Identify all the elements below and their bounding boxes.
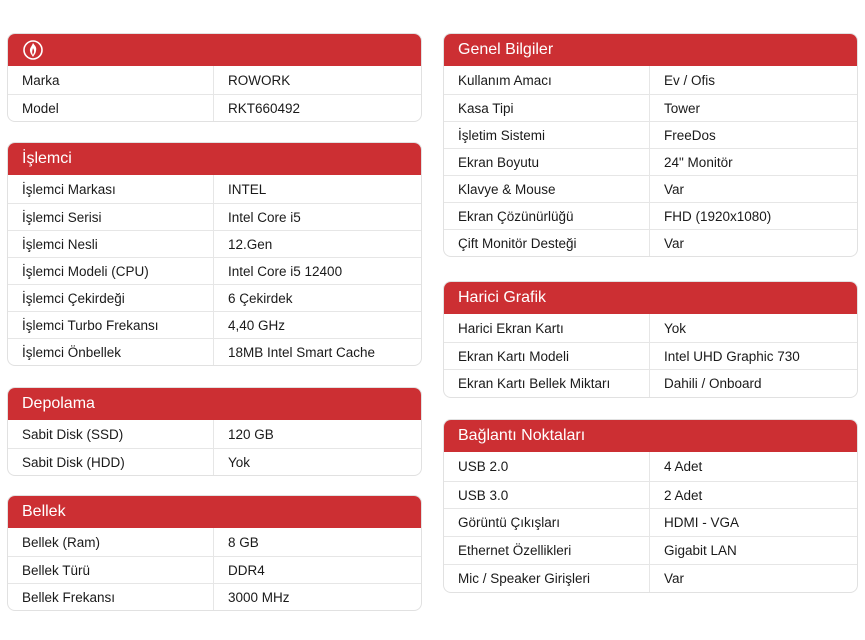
- table-row: [8, 448, 421, 475]
- table-row: [444, 508, 857, 536]
- row-value: 4 Adet: [664, 459, 703, 474]
- row-value: 4,40 GHz: [228, 317, 286, 333]
- row-value: 2 Adet: [664, 487, 703, 503]
- table-row: [444, 536, 857, 564]
- row-value: 18MB Intel Smart Cache: [228, 344, 376, 360]
- memory-card: [7, 495, 422, 611]
- table-row: [8, 230, 421, 257]
- row-label: Görüntü Çıkışları: [444, 509, 650, 536]
- table-row: [444, 229, 857, 256]
- row-label: Sabit Disk (HDD): [8, 449, 214, 475]
- row-label: Bellek (Ram): [8, 528, 214, 556]
- row-value: Tower: [664, 100, 701, 116]
- table-row: [444, 452, 857, 481]
- row-value: 3000 MHz: [228, 589, 290, 605]
- table-row: [8, 94, 421, 121]
- table-row: [444, 314, 857, 342]
- gpu-card: [443, 281, 858, 398]
- general-card-header: Genel Bilgiler: [444, 34, 857, 66]
- table-row: [444, 202, 857, 229]
- row-label: USB 3.0: [444, 482, 650, 508]
- row-label: Ekran Çözünürlüğü: [444, 203, 650, 229]
- ports-rows: [444, 452, 857, 592]
- table-row: [8, 338, 421, 365]
- row-label: İşlemci Serisi: [8, 204, 214, 230]
- row-label: Mic / Speaker Girişleri: [444, 565, 650, 592]
- row-label: USB 2.0: [444, 452, 650, 481]
- memory-card-header: Bellek: [8, 496, 421, 528]
- table-row: [444, 369, 857, 397]
- row-value: 12.Gen: [228, 236, 273, 252]
- table-row: [8, 556, 421, 583]
- row-value: Var: [664, 181, 685, 197]
- brand-rows: [8, 66, 421, 121]
- row-value: FreeDos: [664, 127, 716, 143]
- table-row: [444, 148, 857, 175]
- row-value: 24" Monitör: [664, 154, 733, 170]
- row-label: İşlemci Turbo Frekansı: [8, 312, 214, 338]
- table-row: [8, 66, 421, 94]
- row-label: Çift Monitör Desteği: [444, 230, 650, 256]
- row-value: 6 Çekirdek: [228, 290, 293, 306]
- row-value: Intel Core i5 12400: [228, 263, 343, 279]
- row-value: Yok: [664, 320, 687, 336]
- storage-card: [7, 387, 422, 476]
- row-label: Ekran Kartı Modeli: [444, 343, 650, 369]
- row-value: Var: [664, 571, 685, 586]
- cpu-card: [7, 142, 422, 366]
- table-row: [8, 257, 421, 284]
- row-label: Ekran Boyutu: [444, 149, 650, 175]
- memory-rows: [8, 528, 421, 610]
- flame-logo-icon: [22, 39, 44, 61]
- row-value: Yok: [228, 454, 251, 470]
- table-row: [8, 284, 421, 311]
- table-row: [8, 528, 421, 556]
- cpu-card-header: İşlemci: [8, 143, 421, 175]
- ports-card: [443, 419, 858, 593]
- row-label: Bellek Türü: [8, 557, 214, 583]
- brand-card: [7, 33, 422, 122]
- table-row: [444, 94, 857, 121]
- table-row: [444, 175, 857, 202]
- table-row: [444, 342, 857, 369]
- row-value: 8 GB: [228, 534, 259, 550]
- row-value: FHD (1920x1080): [664, 208, 772, 224]
- row-value: Gigabit LAN: [664, 543, 737, 558]
- table-row: [8, 203, 421, 230]
- row-value: Var: [664, 235, 685, 251]
- row-value: Dahili / Onboard: [664, 376, 762, 391]
- row-label: Ekran Kartı Bellek Miktarı: [444, 370, 650, 397]
- row-label: İşlemci Önbellek: [8, 339, 214, 365]
- row-value: HDMI - VGA: [664, 515, 740, 530]
- gpu-rows: [444, 314, 857, 397]
- row-value: RKT660492: [228, 100, 301, 116]
- brand-card-header: [8, 34, 421, 66]
- row-label: İşletim Sistemi: [444, 122, 650, 148]
- row-label: İşlemci Nesli: [8, 231, 214, 257]
- row-label: İşlemci Markası: [8, 175, 214, 203]
- row-label: Harici Ekran Kartı: [444, 314, 650, 342]
- row-label: Kullanım Amacı: [444, 66, 650, 94]
- row-value: Intel Core i5: [228, 209, 301, 225]
- row-label: İşlemci Çekirdeği: [8, 285, 214, 311]
- row-label: İşlemci Modeli (CPU): [8, 258, 214, 284]
- gpu-card-header: Harici Grafik: [444, 282, 857, 314]
- table-row: [444, 481, 857, 508]
- row-value: DDR4: [228, 562, 265, 578]
- table-row: [444, 121, 857, 148]
- ports-card-header: Bağlantı Noktaları: [444, 420, 857, 452]
- storage-rows: [8, 420, 421, 475]
- general-card: [443, 33, 858, 257]
- row-value: Ev / Ofis: [664, 72, 716, 88]
- general-rows: [444, 66, 857, 256]
- cpu-rows: [8, 175, 421, 365]
- table-row: [8, 175, 421, 203]
- row-value: ROWORK: [228, 72, 291, 88]
- table-row: [444, 564, 857, 592]
- storage-card-header: Depolama: [8, 388, 421, 420]
- row-label: Sabit Disk (SSD): [8, 420, 214, 448]
- table-row: [8, 583, 421, 610]
- row-label: Bellek Frekansı: [8, 584, 214, 610]
- table-row: [8, 420, 421, 448]
- table-row: [444, 66, 857, 94]
- row-value: 120 GB: [228, 426, 274, 442]
- row-value: INTEL: [228, 181, 267, 197]
- row-label: Marka: [8, 66, 214, 94]
- row-label: Model: [8, 95, 214, 121]
- row-label: Ethernet Özellikleri: [444, 537, 650, 564]
- row-label: Klavye & Mouse: [444, 176, 650, 202]
- row-value: Intel UHD Graphic 730: [664, 348, 800, 364]
- row-label: Kasa Tipi: [444, 95, 650, 121]
- table-row: [8, 311, 421, 338]
